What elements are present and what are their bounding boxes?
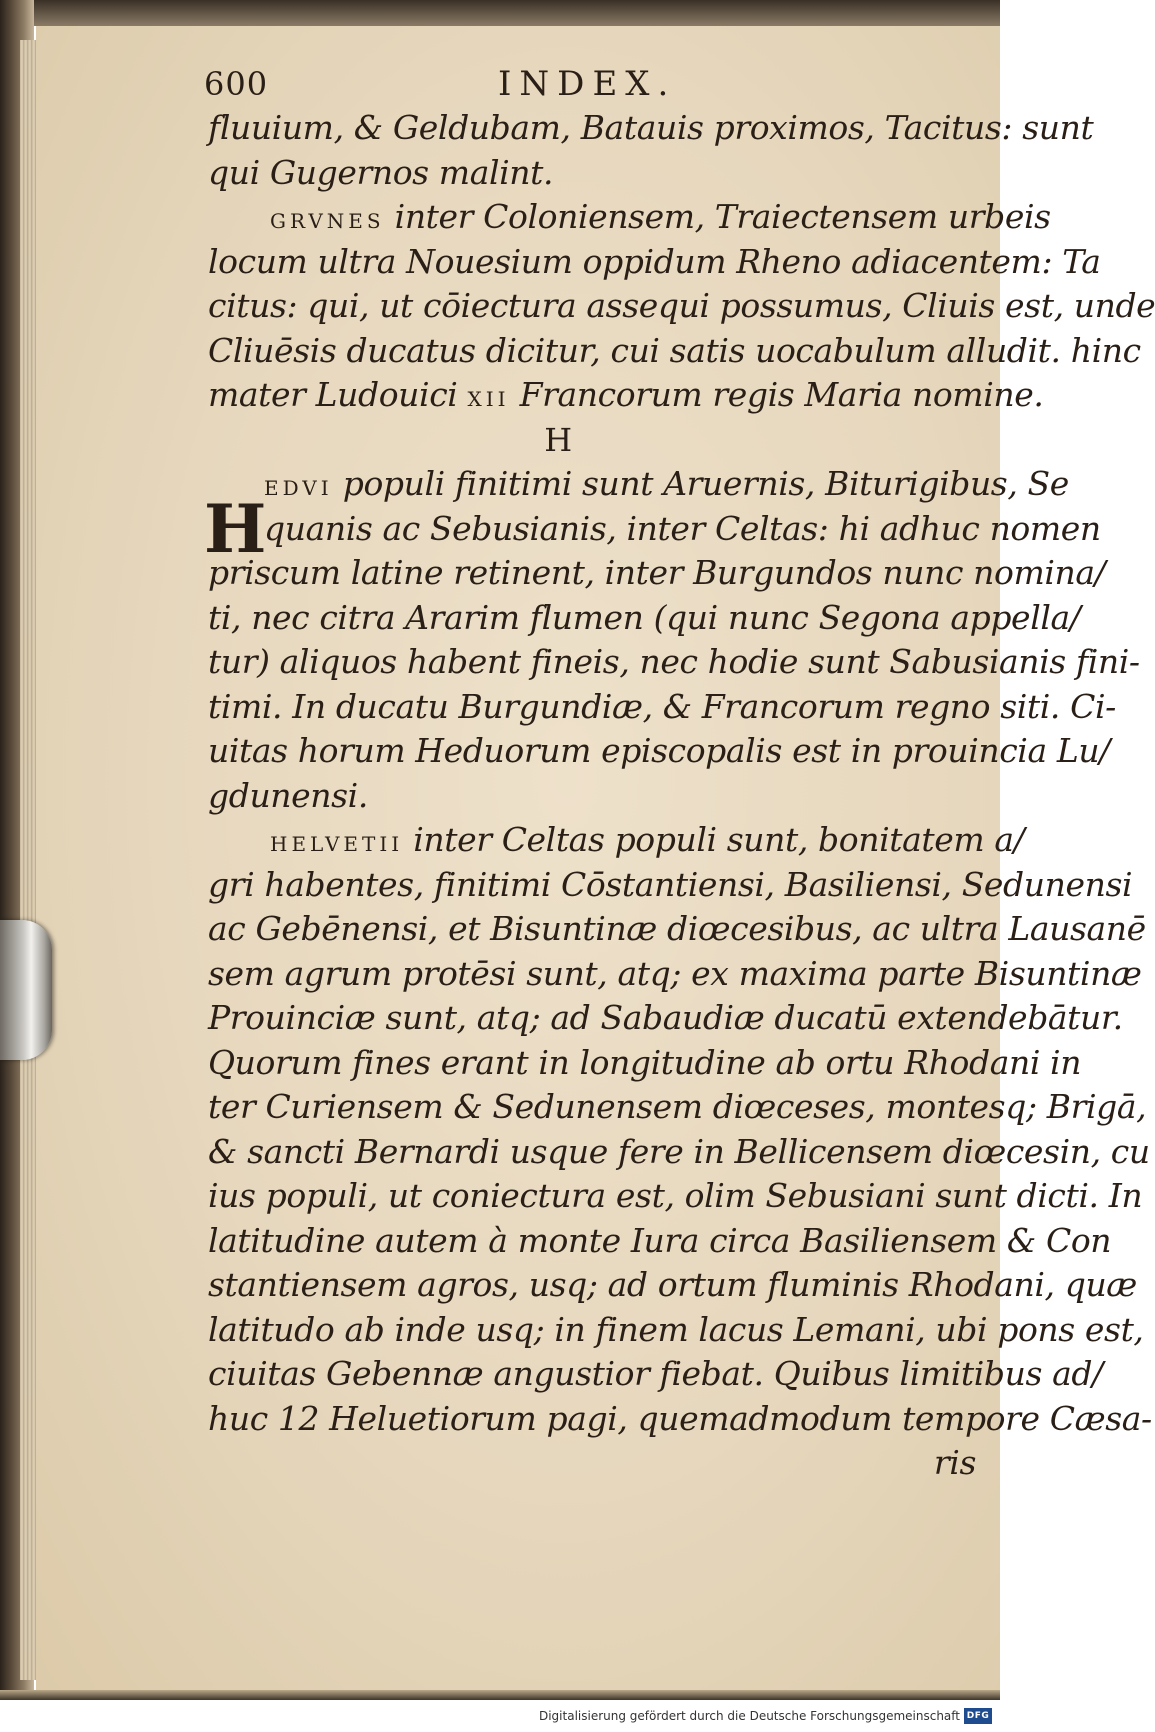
text-line — [208, 462, 1069, 507]
text-line: sem agrum protēsi sunt, atq; ex maxima parte Bisuntinæ — [208, 953, 1142, 993]
text-line: latitudine autem à monte Iura circa Basiliensem & Con — [208, 1220, 1112, 1260]
text-line: priscum latine retinent, inter Burgundos nunc nomina/ — [208, 553, 1106, 592]
catchword: ris — [933, 1443, 976, 1482]
running-title: INDEX. — [498, 64, 677, 104]
book-spine-edge — [0, 0, 34, 1700]
text-line: & sancti Bernardi usque fere in Bellicensem diœcesin, cu — [208, 1131, 1150, 1171]
entry-text: inter Coloniensem, Traiectensem urbeis — [384, 197, 1051, 236]
text-line: ter Curiensem & Sedunensem diœceses, montesq; Brigā, — [208, 1087, 1147, 1126]
entry-headword-hedui: EDVI — [264, 476, 333, 500]
text-line — [208, 373, 1044, 418]
entry-grunes — [208, 195, 1051, 240]
text-line: latitudo ab inde usq; in finem lacus Lemani, ubi pons est, — [208, 1309, 1144, 1349]
entry-headword-grunes: GRVNES — [270, 209, 385, 233]
text-line: huc 12 Heluetiorum pagi, quemadmodum tempore Cæsa- — [208, 1398, 1152, 1438]
text-block — [204, 62, 1155, 1486]
page-header — [204, 62, 988, 106]
text-line: gri habentes, finitimi Cōstantiensi, Basiliensi, Sedunensi — [208, 864, 1133, 904]
text-line: ti, nec citra Ararim flumen (qui nunc Segona appella/ — [208, 597, 1081, 637]
page-edges — [20, 40, 36, 1680]
metal-clasp-image — [0, 920, 52, 1060]
funding-credit: Digitalisierung gefördert durch die Deutsche Forschungsgemeinschaft — [538, 1709, 960, 1723]
entry-headword-helvetii: HELVETII — [270, 832, 404, 856]
text-line: ius populi, ut coniectura est, olim Sebusiani sunt dicti. In — [208, 1176, 1143, 1215]
text-line: tur) aliquos habent fineis, nec hodie sunt Sabusianis fini- — [208, 642, 1140, 681]
text-line: Quorum fines erant in longitudine ab ortu Rhodani in — [208, 1042, 1082, 1082]
section-letter-heading: H — [544, 420, 572, 459]
top-shadow — [0, 0, 1000, 26]
text-line: timi. In ducatu Burgundiæ, & Francorum regno siti. Ci- — [208, 686, 1116, 726]
roman-numeral: XII — [467, 387, 510, 411]
page-number: 600 — [204, 65, 269, 103]
text-line: uitas horum Heduorum episcopalis est in prouincia Lu/ — [208, 731, 1110, 770]
entry-hedui — [204, 462, 1101, 568]
text-span: Francorum regis Maria nomine. — [509, 375, 1044, 414]
entry-helvetii — [208, 818, 1025, 863]
entry-text: populi finitimi sunt Aruernis, Biturigibus, Se — [332, 464, 1069, 503]
text-span: mater Ludouici — [208, 375, 468, 414]
text-line: ciuitas Gebennæ angustior fiebat. Quibus limitibus ad/ — [208, 1354, 1103, 1393]
bottom-shadow — [0, 1690, 1000, 1700]
text-line: ac Gebēnensi, et Bisuntinæ diœcesibus, ac ultra Lausanē — [208, 909, 1146, 948]
text-line: quanis ac Sebusianis, inter Celtas: hi adhuc nomen — [264, 508, 1101, 548]
text-line: locum ultra Nouesium oppidum Rheno adiacentem: Ta — [208, 241, 1101, 281]
text-line: Cliuēsis ducatus dicitur, cui satis uocabulum alludit. hinc — [208, 330, 1141, 370]
text-line: stantiensem agros, usq; ad ortum fluminis Rhodani, quæ — [208, 1265, 1137, 1304]
drop-cap-initial: H — [204, 490, 266, 568]
dfg-logo: DFG — [964, 1708, 992, 1724]
text-line: qui Gugernos malint. — [208, 152, 554, 192]
text-line: Prouinciæ sunt, atq; ad Sabaudiæ ducatū extendebātur. — [208, 998, 1123, 1037]
text-line: fluuium, & Geldubam, Batauis proximos, Tacitus: sunt — [208, 108, 1094, 147]
digitization-footer — [0, 1700, 1000, 1732]
text-line: gdunensi. — [208, 775, 368, 815]
text-line: citus: qui, ut cōiectura assequi possumus, Cliuis est, unde — [208, 286, 1155, 325]
entry-text: inter Celtas populi sunt, bonitatem a/ — [403, 820, 1025, 859]
